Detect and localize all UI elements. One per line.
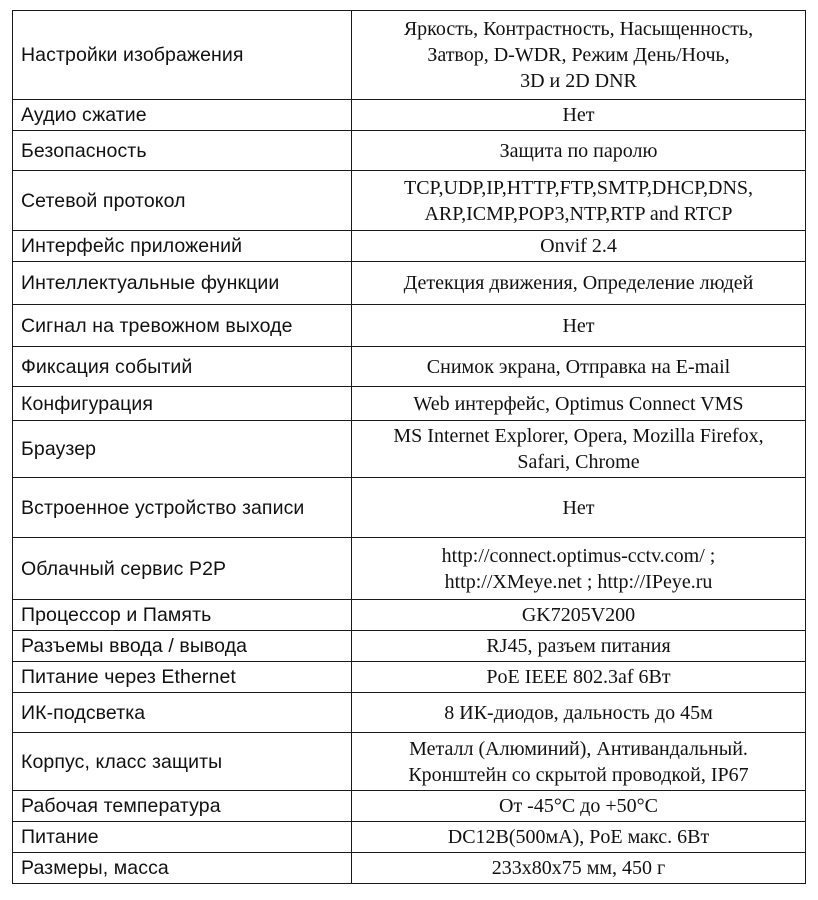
row-value: GK7205V200 (352, 600, 806, 631)
row-label: Размеры, масса (13, 853, 352, 884)
row-value: TCP,UDP,IP,HTTP,FTP,SMTP,DHCP,DNS, ARP,ICMP,POP3,NTP,RTP and RTCP (352, 171, 806, 231)
row-value: MS Internet Explorer, Opera, Mozilla Firefox, Safari, Chrome (352, 421, 806, 478)
table-row (13, 387, 806, 421)
table-row (13, 171, 806, 231)
row-value: Защита по паролю (352, 131, 806, 171)
table-row (13, 11, 806, 100)
table-row (13, 791, 806, 822)
row-label: Интерфейс приложений (13, 231, 352, 262)
row-label: Аудио сжатие (13, 100, 352, 131)
table-row (13, 538, 806, 600)
row-value: Нет (352, 478, 806, 538)
row-label: Браузер (13, 421, 352, 478)
row-value: Снимок экрана, Отправка на E-mail (352, 347, 806, 387)
table-row (13, 305, 806, 347)
row-value: Нет (352, 100, 806, 131)
row-label: ИК-подсветка (13, 693, 352, 733)
row-value: Web интерфейс, Optimus Connect VMS (352, 387, 806, 421)
row-label: Облачный сервис P2P (13, 538, 352, 600)
row-value: Нет (352, 305, 806, 347)
table-row (13, 100, 806, 131)
row-label: Процессор и Память (13, 600, 352, 631)
table-row (13, 822, 806, 853)
row-value: http://connect.optimus-cctv.com/ ; http://XMeye.net ; http://IPeye.ru (352, 538, 806, 600)
table-row (13, 347, 806, 387)
row-label: Безопасность (13, 131, 352, 171)
row-label: Фиксация событий (13, 347, 352, 387)
row-value: DC12В(500мА), PoE макс. 6Вт (352, 822, 806, 853)
spec-table (12, 10, 806, 884)
row-label: Настройки изображения (13, 11, 352, 100)
table-row (13, 131, 806, 171)
row-label: Встроенное устройство записи (13, 478, 352, 538)
row-label: Рабочая температура (13, 791, 352, 822)
row-label: Интеллектуальные функции (13, 262, 352, 305)
table-row (13, 631, 806, 662)
row-label: Сетевой протокол (13, 171, 352, 231)
row-value: 233x80x75 мм, 450 г (352, 853, 806, 884)
table-row (13, 600, 806, 631)
row-value: Детекция движения, Определение людей (352, 262, 806, 305)
table-row (13, 733, 806, 791)
row-value: RJ45, разъем питания (352, 631, 806, 662)
table-row (13, 421, 806, 478)
row-value: Яркость, Контрастность, Насыщенность, Затвор, D-WDR, Режим День/Ночь, 3D и 2D DNR (352, 11, 806, 100)
row-value: От -45°C до +50°C (352, 791, 806, 822)
row-value: Onvif 2.4 (352, 231, 806, 262)
table-row (13, 478, 806, 538)
table-row (13, 693, 806, 733)
row-label: Питание через Ethernet (13, 662, 352, 693)
row-value: PoE IEEE 802.3af 6Вт (352, 662, 806, 693)
row-label: Разъемы ввода / вывода (13, 631, 352, 662)
row-label: Корпус, класс защиты (13, 733, 352, 791)
table-row (13, 262, 806, 305)
table-row (13, 231, 806, 262)
row-label: Сигнал на тревожном выходе (13, 305, 352, 347)
row-label: Конфигурация (13, 387, 352, 421)
row-label: Питание (13, 822, 352, 853)
row-value: Металл (Алюминий), Антивандальный. Кронштейн со скрытой проводкой, IP67 (352, 733, 806, 791)
table-row (13, 662, 806, 693)
table-row (13, 853, 806, 884)
row-value: 8 ИК-диодов, дальность до 45м (352, 693, 806, 733)
